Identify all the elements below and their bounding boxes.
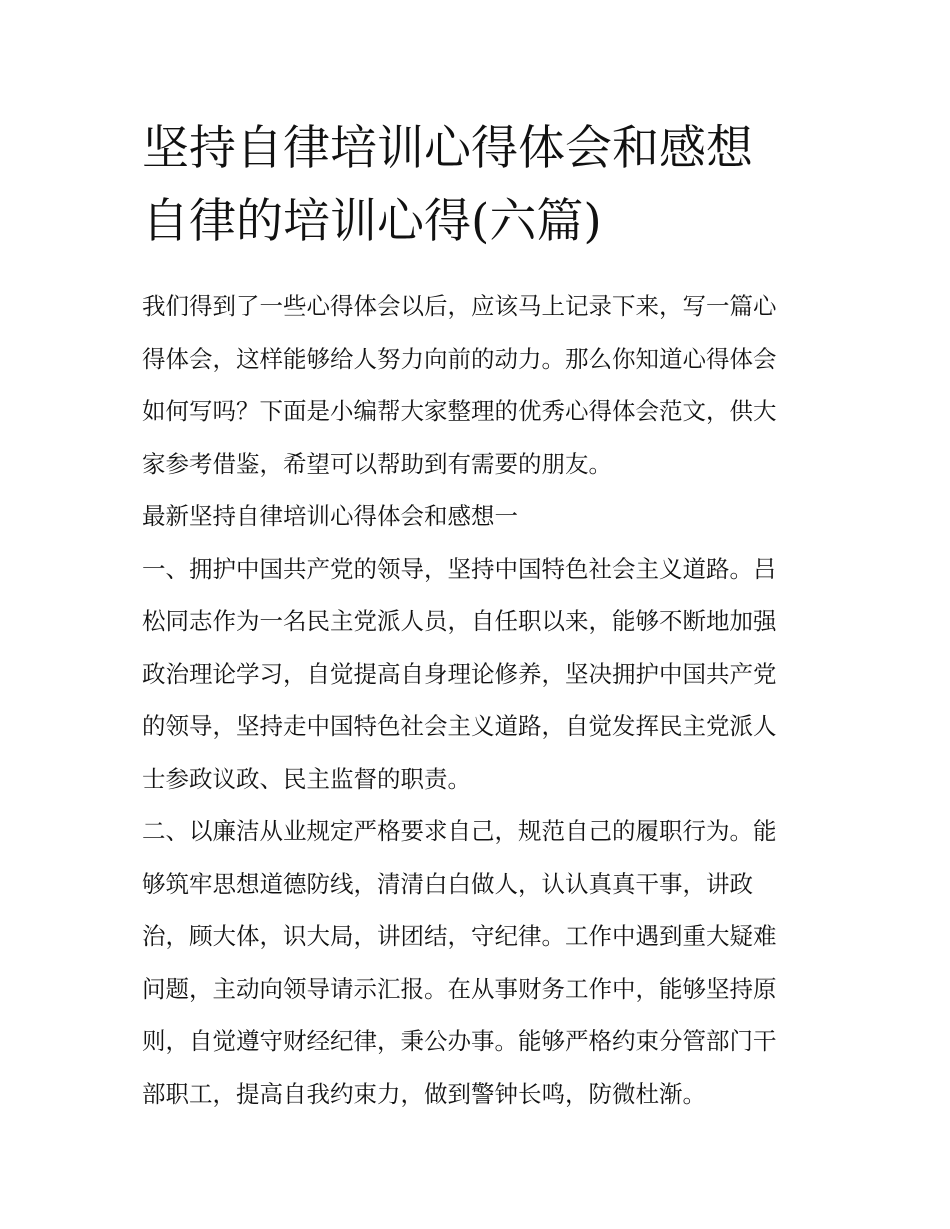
intro-paragraph (142, 280, 812, 490)
paragraph-line: 的领导，坚持走中国特色社会主义道路，自觉发挥民主党派人 (142, 712, 777, 740)
paragraph-line: 一、拥护中国共产党的领导，坚持中国特色社会主义道路。吕 (142, 554, 777, 583)
paragraph-line: 家参考借鉴，希望可以帮助到有需要的朋友。 (142, 449, 612, 478)
body-paragraph (142, 805, 812, 1120)
paragraph-line: 最新坚持自律培训心得体会和感想一 (142, 502, 518, 530)
paragraph-line: 则，自觉遵守财经纪律，秉公办事。能够严格约束分管部门干 (142, 1027, 777, 1055)
paragraph-line: 得体会，这样能够给人努力向前的动力。那么你知道心得体会 (142, 344, 777, 373)
paragraph-line: 问题，主动向领导请示汇报。在从事财务工作中，能够坚持原 (142, 974, 777, 1003)
title-text (142, 112, 812, 258)
section-heading (142, 490, 812, 543)
paragraph-line: 够筑牢思想道德防线，清清白白做人，认认真真干事，讲政 (142, 869, 753, 898)
paragraph-line: 士参政议政、民主监督的职责。 (142, 764, 471, 793)
document-title (142, 112, 812, 258)
paragraph-line: 治，顾大体，识大局，讲团结，守纪律。工作中遇到重大疑难 (142, 922, 777, 950)
body-paragraph (142, 543, 812, 806)
paragraph-line: 松同志作为一名民主党派人员，自任职以来，能够不断地加强 (142, 607, 777, 635)
title-line: 坚持自律培训心得体会和感想 (142, 121, 753, 176)
paragraph-line: 政治理论学习，自觉提高自身理论修养，坚决拥护中国共产党 (142, 659, 777, 688)
title-line: 自律的培训心得(六篇) (142, 194, 602, 249)
paragraph-line: 部职工，提高自我约束力，做到警钟长鸣，防微杜渐。 (142, 1079, 706, 1108)
document-body (142, 112, 812, 1120)
paragraph-line: 二、以廉洁从业规定严格要求自己，规范自己的履职行为。能 (142, 817, 777, 845)
paragraph-line: 我们得到了一些心得体会以后，应该马上记录下来，写一篇心 (142, 292, 777, 320)
paragraph-line: 如何写吗？下面是小编帮大家整理的优秀心得体会范文，供大 (142, 397, 777, 425)
